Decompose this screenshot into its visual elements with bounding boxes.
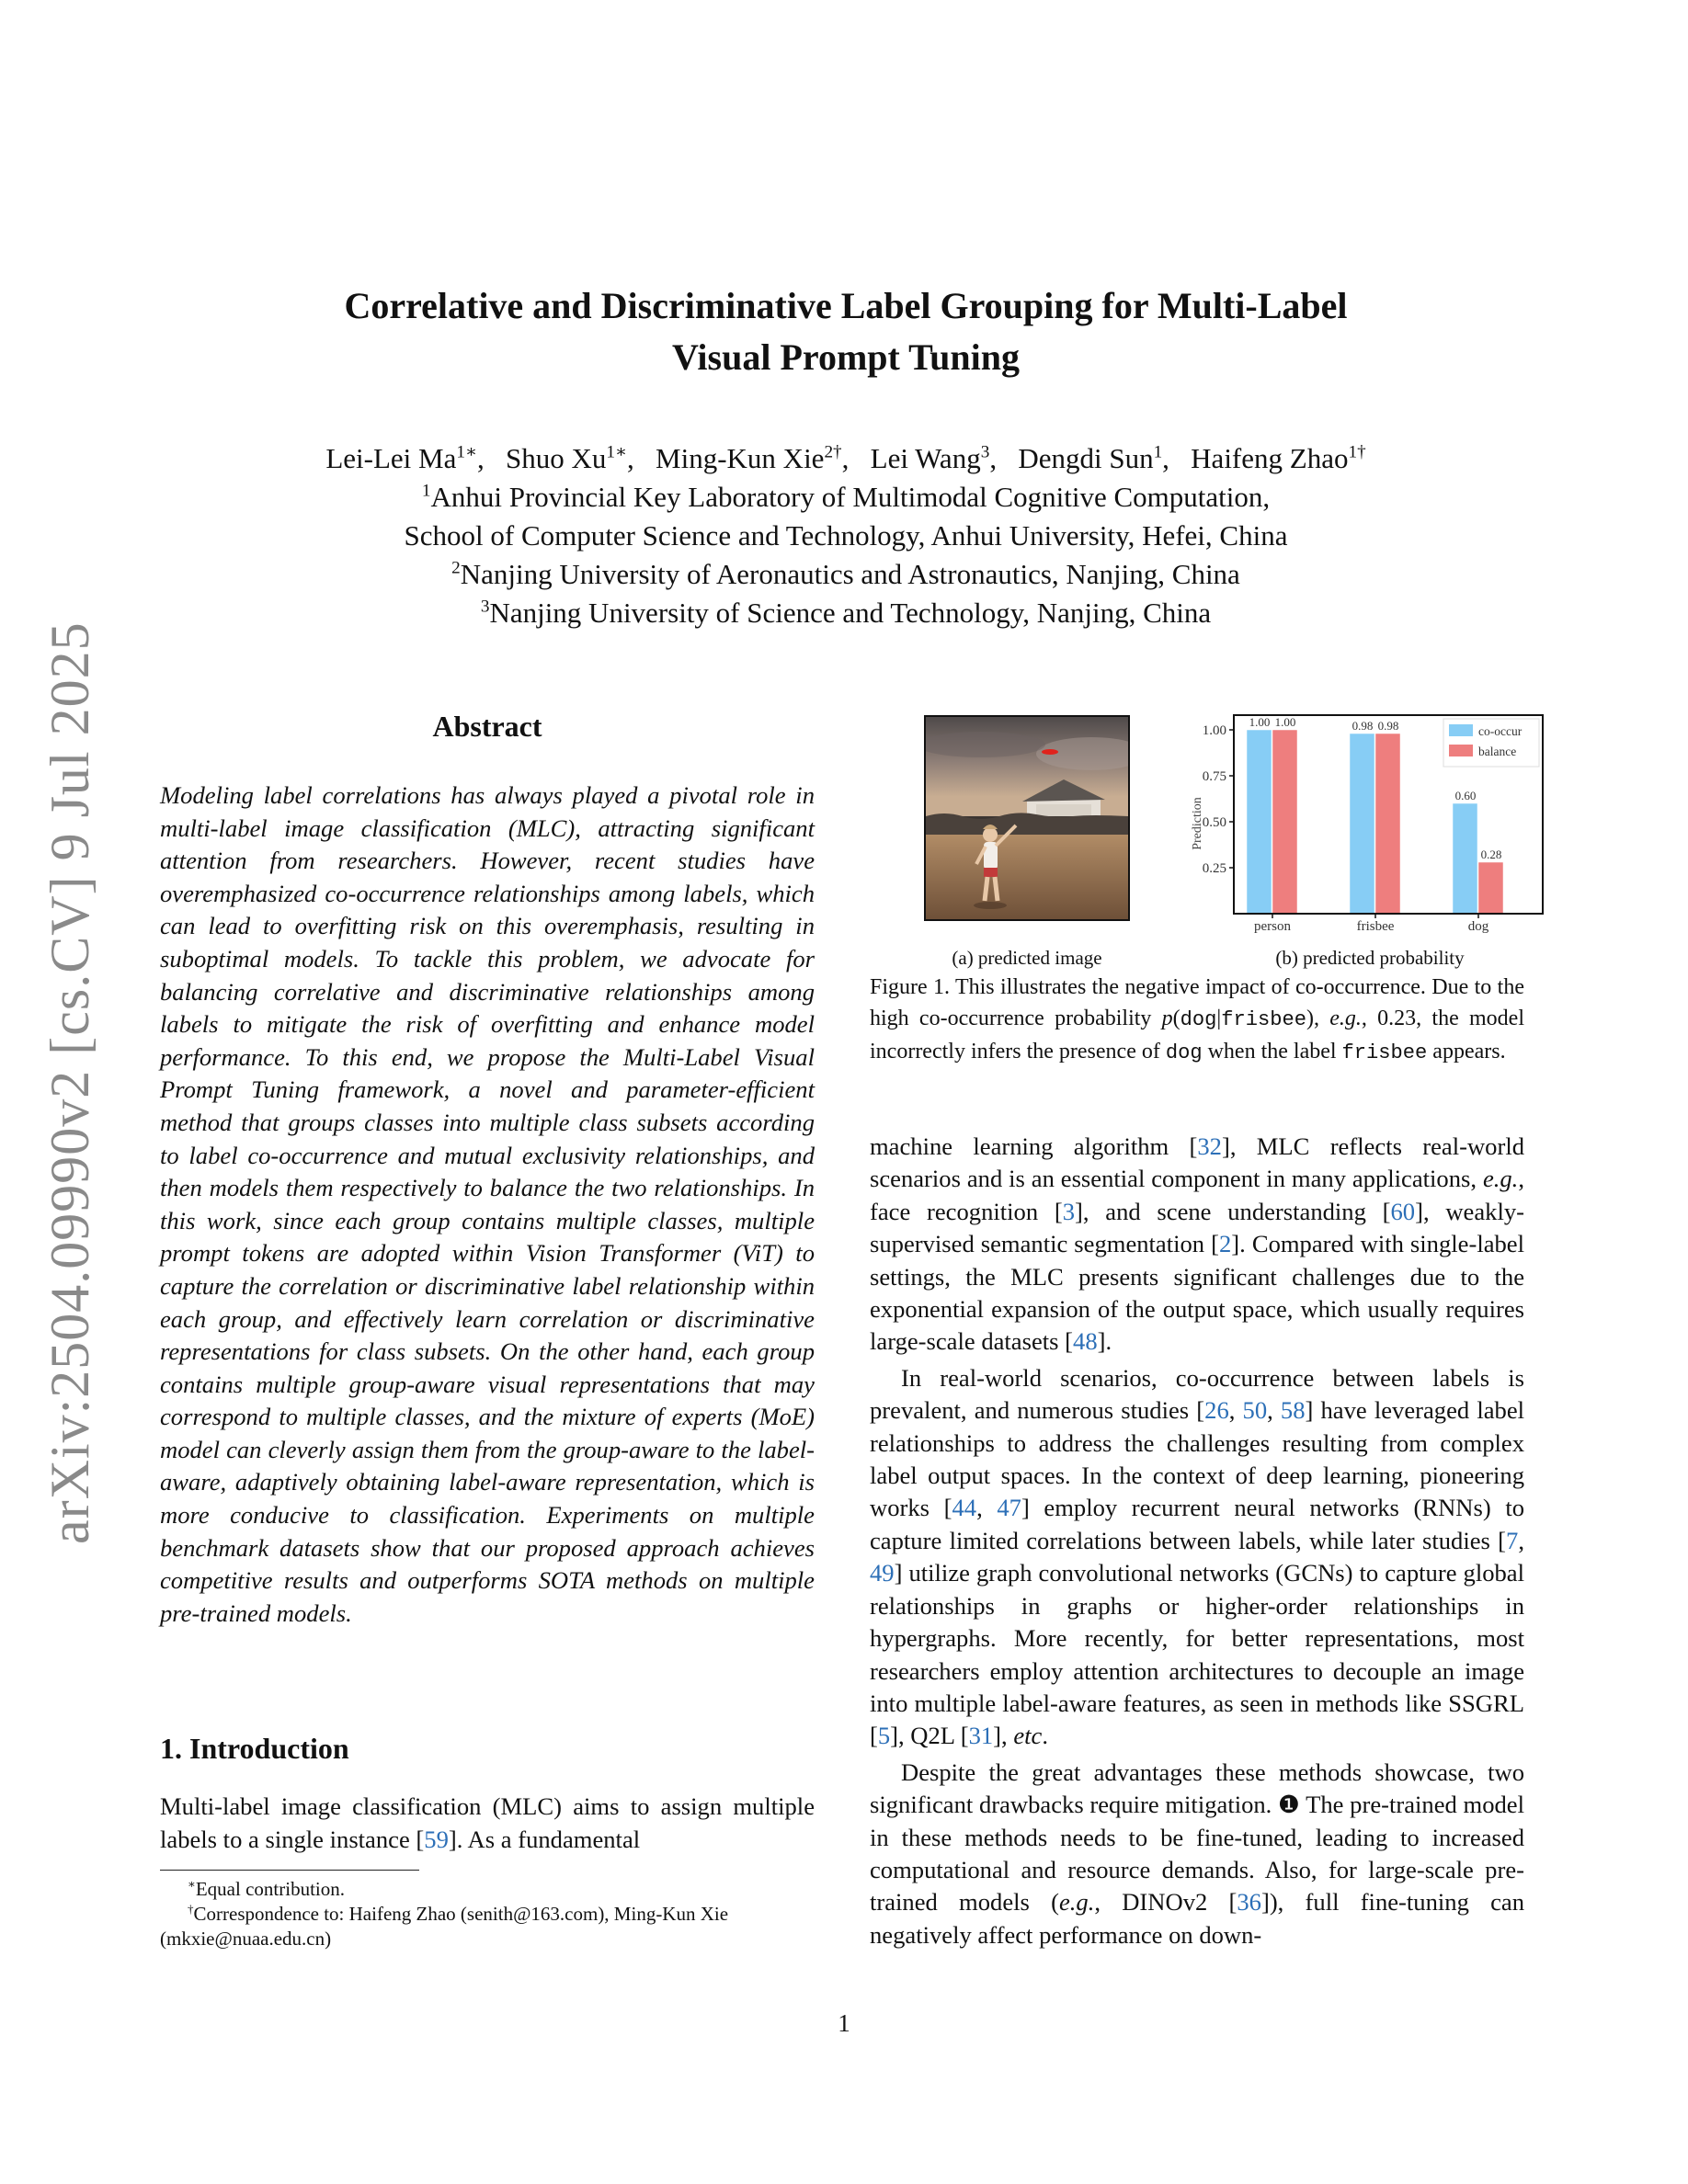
title-line-2: Visual Prompt Tuning: [672, 336, 1020, 378]
citation-link[interactable]: 60: [1390, 1197, 1416, 1225]
author-name: Shuo Xu: [506, 442, 607, 474]
legend-label-co-occur: co-occur: [1478, 724, 1523, 738]
body-text: ,: [1228, 1396, 1243, 1425]
author-list: Lei-Lei $Ma^{1∗}$, Shuo $Xu^{1∗}$, Ming-Kun Xie$^{2\dagger}$, Lei Wang$^3$, Dengdi Sun$^1$, Haifeng Zhao$^{1\dagger}$: [325, 442, 1366, 474]
value-label: 0.60: [1454, 789, 1477, 802]
body-text: ] have leveraged label relationships to address the challenges resulting from complex label output spaces. In the context of deep learning, pioneering works [: [870, 1396, 1525, 1522]
chart-y-ticks: [1203, 723, 1234, 876]
bar-chart-predicted-probability: [1186, 710, 1545, 949]
italic-text: etc: [1013, 1722, 1043, 1750]
x-tick-label-dog: dog: [1467, 919, 1489, 934]
y-tick-label: 1.00: [1202, 723, 1226, 738]
citation-link[interactable]: 31: [968, 1722, 994, 1750]
value-label: 1.00: [1249, 715, 1271, 729]
citation-link[interactable]: 58: [1280, 1396, 1306, 1425]
italic-text: e.g.: [1482, 1165, 1519, 1193]
citation-link[interactable]: 48: [1073, 1327, 1098, 1356]
body-text: , DINOv2 [: [1094, 1888, 1237, 1917]
author-affiliation-mark: 1†: [1348, 442, 1366, 462]
value-label: 0.98: [1377, 719, 1399, 733]
author-affiliation-mark: 1∗: [456, 442, 477, 462]
italic-text: e.g.: [1058, 1888, 1095, 1917]
body-text: ].: [1097, 1327, 1112, 1356]
paragraph-2: [870, 1362, 1524, 1753]
affiliation-line: [165, 594, 1526, 632]
citation-link[interactable]: 36: [1237, 1888, 1261, 1917]
body-text: ]. Compared with single-label settings, the MLC presents significant challenges due to the exponential expansion of the output space, which usually requires large-scale datasets [: [870, 1230, 1524, 1356]
affiliation-line: [165, 555, 1526, 594]
arxiv-stamp: arXiv:2504.09990v2 [cs.CV] 9 Jul 2025: [40, 621, 100, 1544]
chart-x-labels: [1254, 914, 1489, 934]
body-text: ],: [993, 1722, 1014, 1750]
footnotes: [160, 1877, 815, 1951]
legend-swatch-co-occur: [1449, 724, 1473, 736]
affiliation-text: Nanjing University of Science and Technology, Nanjing, China: [489, 597, 1212, 629]
caption-prob-symbol: p: [1161, 1007, 1173, 1030]
abstract-body: [160, 779, 815, 1630]
page-number: 1: [838, 2009, 850, 2037]
affiliation-text: School of Computer Science and Technology, Anhui University, Hefei, China: [404, 519, 1288, 552]
caption-label-dog: dog: [1165, 1041, 1203, 1064]
chart-y-axis-label: Prediction: [1191, 797, 1204, 850]
subcaption-b: (b) predicted probability: [1275, 947, 1465, 969]
caption-bar: |: [1216, 1007, 1222, 1030]
caption-text: ),: [1306, 1007, 1330, 1030]
body-text: Despite the great advantages these methods showcase, two significant drawbacks require mitigation. ❶ The pre-trained model in these methods needs to be fine-tuned, leading to increased computational and resource demands. Also, for large-scale pre-trained models (: [870, 1757, 1524, 1917]
citation-link[interactable]: 47: [997, 1494, 1021, 1522]
body-text: ,: [1518, 1526, 1524, 1554]
citation-link[interactable]: 3: [1062, 1197, 1076, 1225]
figure-photo-frisbee: [924, 715, 1130, 921]
paper-title: [221, 280, 1471, 383]
caption-text: appears.: [1427, 1040, 1506, 1064]
bar-co-occur-dog: [1453, 803, 1477, 914]
body-text: ], Q2L [: [890, 1722, 969, 1750]
section-heading-introduction: 1. Introduction: [160, 1732, 349, 1765]
title-line-1: Correlative and Discriminative Label Grouping for Multi-Label: [344, 285, 1348, 326]
paragraph-1: [870, 1131, 1524, 1359]
footnote-mark: †: [188, 1902, 194, 1916]
body-text: ], and scene understanding [: [1075, 1197, 1391, 1225]
x-tick-label-person: person: [1254, 919, 1291, 934]
footnote-equal-contribution: [160, 1877, 815, 1902]
body-text: ] utilize graph convolutional networks (GCNs) to capture global relationships in graphs or higher-order relationships in hypergraphs. More recently, for better representations, most researchers employ attention architectures to decouple an image into multiple label-aware features, as seen in methods like SSGRL [: [870, 1559, 1524, 1750]
body-text: ], weakly-supervised semantic segmentation [: [870, 1197, 1524, 1258]
citation-link[interactable]: 7: [1506, 1526, 1519, 1554]
citation-link[interactable]: 50: [1242, 1396, 1268, 1425]
y-tick-label: 0.50: [1202, 815, 1226, 830]
paragraph-3: [870, 1757, 1524, 1951]
y-tick-label: 0.25: [1202, 861, 1226, 876]
bar-balance-person: [1272, 730, 1297, 914]
legend-label-balance: balance: [1478, 745, 1517, 758]
author-name: Haifeng Zhao: [1191, 442, 1349, 474]
citation-link[interactable]: 59: [424, 1825, 449, 1853]
body-text: .: [1042, 1722, 1048, 1750]
author-block: [165, 439, 1526, 632]
citation-link[interactable]: 49: [870, 1559, 895, 1587]
footnote-correspondence: [160, 1902, 815, 1951]
citation-link[interactable]: 32: [1197, 1132, 1222, 1160]
author-name: Lei Wang: [870, 442, 981, 474]
photo-illustration: [926, 717, 1128, 919]
affiliation-list: [165, 478, 1526, 632]
bar-balance-dog: [1478, 862, 1503, 914]
footnote-divider: [160, 1870, 419, 1871]
chart-legend: [1443, 719, 1539, 767]
caption-eg: e.g.: [1329, 1007, 1362, 1030]
affiliation-line: [165, 517, 1526, 555]
body-text: machine learning algorithm [: [870, 1132, 1198, 1160]
author-affiliation-mark: 1∗: [606, 442, 628, 462]
caption-text: Figure 1. This illustrates the negative impact of co-occurrence. Due to the high co-occurrence probability: [870, 975, 1524, 1030]
affiliation-mark: 2: [451, 558, 461, 578]
figure-caption: Figure 1. This illustrates the negative impact of co-occurrence. Due to the high co-occurrence probability p(dog|frisbee), e.g., 0.23, the model incorrectly infers the presence of dog when the label frisbee appears.: [870, 975, 1525, 1064]
bar-balance-frisbee: [1375, 734, 1400, 914]
affiliation-text: Nanjing University of Aeronautics and Astronautics, Nanjing, China: [460, 558, 1240, 590]
intro-paragraph: [160, 1791, 815, 1856]
caption-text: when the label: [1202, 1040, 1342, 1064]
intro-text-2: ]. As a fundamental: [448, 1825, 641, 1853]
caption-text: , 0.23, the model incorrectly infers the presence of: [870, 1007, 1525, 1064]
citation-link[interactable]: 26: [1204, 1396, 1229, 1425]
body-text: ,: [976, 1494, 998, 1522]
citation-link[interactable]: 5: [877, 1722, 891, 1750]
citation-link[interactable]: 2: [1219, 1230, 1232, 1258]
author-affiliation-mark: 1: [1153, 442, 1163, 462]
body-text: ,: [1267, 1396, 1281, 1425]
intro-text-1: Multi-label image classification (MLC) aims to assign multiple labels to a single instance [: [160, 1792, 815, 1853]
body-text: ], MLC reflects real-world scenarios and is an essential component in many applications,: [870, 1132, 1525, 1193]
body-text: ]), full fine-tuning can negatively affect performance on down-: [870, 1888, 1524, 1949]
body-text: , face recognition [: [870, 1165, 1524, 1225]
legend-swatch-balance: [1449, 745, 1473, 756]
value-label: 0.28: [1480, 847, 1502, 861]
x-tick-label-frisbee: frisbee: [1356, 919, 1395, 934]
y-tick-label: 0.75: [1202, 769, 1226, 784]
author-name: Ming-Kun Xie: [656, 442, 825, 474]
author-affiliation-mark: 2†: [824, 442, 842, 462]
bar-co-occur-frisbee: [1350, 734, 1374, 914]
author-affiliation-mark: 3: [980, 442, 990, 462]
footnote-text: Correspondence to: Haifeng Zhao (senith@163.com), Ming-Kun Xie (mkxie@nuaa.edu.cn): [160, 1903, 729, 1950]
value-label: 0.98: [1352, 719, 1374, 733]
subcaption-a: [924, 947, 1130, 970]
affiliation-line: [165, 478, 1526, 517]
value-label: 1.00: [1274, 715, 1296, 729]
caption-label-dog: dog: [1180, 1008, 1217, 1031]
affiliation-mark: 1: [421, 481, 431, 501]
abstract-heading: Abstract: [432, 710, 542, 743]
citation-link[interactable]: 44: [952, 1494, 977, 1522]
author-name: Dengdi Sun: [1018, 442, 1154, 474]
footnote-mark: ∗: [188, 1877, 196, 1891]
author-name: Lei-Lei Ma: [325, 442, 457, 474]
body-text: ] employ recurrent neural networks (RNNs) to capture limited correlations between labels, while later studies [: [870, 1494, 1525, 1554]
affiliation-text: Anhui Provincial Key Laboratory of Multimodal Cognitive Computation,: [430, 481, 1271, 513]
abstract-text: Modeling label correlations has always played a pivotal role in multi-label image classification (MLC), attracting significant attention from researchers. However, recent studies have overemphasized co-occurrence relationships among labels, which can lead to overfitting risk on this overemphasis, resulting in suboptimal models. To tackle this problem, we advocate for balancing correlative and discriminative relationships among labels to mitigate the risk of overfitting and enhance model performance. To this end, we propose the Multi-Label Visual Prompt Tuning framework, a novel and parameter-efficient method that groups classes into multiple class subsets according to label co-occurrence and mutual exclusivity relationships, and then models them respectively to balance the two relationships. In this work, since each group contains multiple classes, multiple prompt tokens are adopted within Vision Transformer (ViT) to capture the correlation or discriminative label relationship within each group, and effectively learn correlation or discriminative representations for class subsets. On the other hand, each group contains multiple group-aware visual representations that may correspond to multiple classes, and the mixture of experts (MoE) model can cleverly assign them from the group-aware to the label-aware, adaptively obtaining label-aware representation, which is more conducive to classification. Experiments on multiple benchmark datasets show that our proposed approach achieves competitive results and outperforms SOTA methods on multiple pre-trained models.: [160, 781, 815, 1627]
body-text: In real-world scenarios, co-occurrence between labels is prevalent, and numerous studies [: [870, 1363, 1524, 1425]
affiliation-mark: 3: [480, 597, 490, 617]
caption-label-frisbee: frisbee: [1221, 1008, 1306, 1031]
footnote-text: Equal contribution.: [195, 1878, 345, 1900]
bar-co-occur-person: [1247, 730, 1272, 914]
caption-label-frisbee: frisbee: [1341, 1041, 1428, 1064]
intro-right-column: [870, 1131, 1524, 1955]
subcaption-a-text: (a) predicted image: [952, 947, 1102, 969]
